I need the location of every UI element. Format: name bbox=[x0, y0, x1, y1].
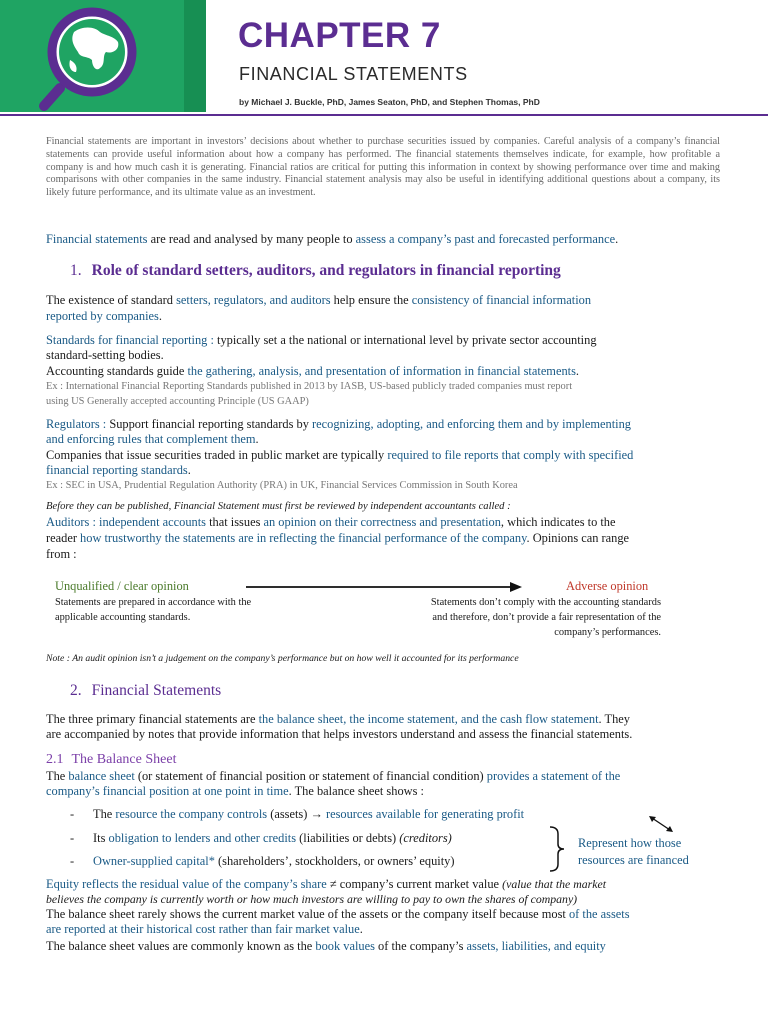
bullet-liabilities bbox=[70, 831, 590, 847]
section-1-title: Role of standard setters, auditors, and regulators in financial reporting bbox=[91, 262, 561, 279]
text: Companies that issue securities traded in public market are typically bbox=[46, 448, 388, 462]
globe-magnifier-logo-icon bbox=[36, 2, 146, 112]
highlight: of the assets bbox=[568, 907, 630, 921]
text: (or statement of financial position or statement of financial condition) bbox=[134, 769, 487, 783]
text: that issues bbox=[206, 515, 264, 529]
lead-sentence bbox=[46, 232, 618, 247]
chapter-header bbox=[0, 0, 768, 116]
text: , which indicates to the bbox=[500, 515, 616, 529]
bullet-equity-text bbox=[93, 854, 455, 869]
auditors-line-3: from : bbox=[46, 547, 77, 561]
section-2-heading bbox=[70, 682, 221, 700]
text: Support financial reporting standards by bbox=[109, 417, 313, 431]
lead-term: Financial statements bbox=[46, 232, 148, 246]
auditors-line-2 bbox=[46, 531, 629, 546]
section-2-number: 2. bbox=[70, 682, 82, 699]
text: The bbox=[46, 769, 69, 783]
opinion-unqualified-desc-1: Statements are prepared in accordance with the bbox=[55, 597, 252, 608]
balance-sheet-line-1 bbox=[46, 769, 620, 784]
text: . bbox=[575, 364, 580, 378]
opinion-unqualified-desc-2: applicable accounting standards. bbox=[55, 612, 191, 623]
text: . They bbox=[598, 712, 630, 726]
highlight: reported by companies bbox=[46, 309, 159, 323]
opinion-range-arrow-icon bbox=[246, 580, 522, 594]
text: help ensure the bbox=[330, 293, 412, 307]
opinion-adverse-desc-1: Statements don’t comply with the accounting standards bbox=[430, 597, 661, 608]
s2-para-1 bbox=[46, 712, 630, 727]
regulators-line-3 bbox=[46, 448, 633, 463]
intro-paragraph: Financial statements are important in investors’ decisions about whether to purchase securities issued by companies. Careful analysis of a company’s financial statements can provide useful information about how a company has performed. The financial statements themselves indicate, for example, how profitable a company is and how much cash it is generating. Financial ratios are critical for putting this information in context by showing performance over time and making comparisons with other companies in the same industry. Financial statement analysis may also be useful in identifying additional questions about a company, its likely future performance, and its ultimate value as an investment. bbox=[46, 136, 720, 199]
text: (assets) bbox=[267, 807, 311, 821]
text: . The balance sheet shows : bbox=[288, 784, 424, 798]
highlight: the gathering, analysis, and presentation of information in financial statements bbox=[187, 364, 576, 378]
highlight: provides a statement of the bbox=[486, 769, 621, 783]
text: . bbox=[158, 309, 162, 323]
text: The balance sheet rarely shows the current market value of the assets or the company itself because most bbox=[46, 907, 569, 921]
header-green-stripe bbox=[184, 0, 206, 112]
highlight: obligation to lenders and other credits bbox=[108, 831, 297, 845]
regulators-line-1 bbox=[46, 417, 631, 432]
highlight: financial reporting standards bbox=[46, 463, 188, 477]
book-values-line bbox=[46, 939, 606, 954]
bullet-dash: - bbox=[70, 831, 75, 845]
section-1-heading bbox=[70, 262, 561, 280]
text: The balance sheet values are commonly known as the bbox=[46, 939, 316, 953]
highlight: resources available for generating profit bbox=[322, 807, 525, 821]
s1-para-1 bbox=[46, 293, 591, 308]
lead-highlight: assess a company’s past and forecasted performance bbox=[355, 232, 616, 246]
equity-line-2: believes the company is currently worth or how much investors are willing to pay to own the shares of company) bbox=[46, 892, 578, 906]
lead-end: . bbox=[615, 232, 619, 246]
bullet-assets bbox=[70, 807, 590, 823]
highlight: balance sheet bbox=[68, 769, 135, 783]
section-1-number: 1. bbox=[70, 262, 82, 279]
subsection-number: 2.1 bbox=[46, 752, 64, 767]
regulators-term: Regulators : bbox=[46, 417, 110, 431]
highlight: an opinion on their correctness and presentation bbox=[263, 515, 501, 529]
text: . bbox=[187, 463, 191, 477]
standards-line-1 bbox=[46, 333, 597, 348]
double-arrow-icon bbox=[648, 815, 674, 833]
chapter-subtitle: FINANCIAL STATEMENTS bbox=[239, 64, 468, 84]
highlight: recognizing, adopting, and enforcing them and by implementing bbox=[312, 417, 631, 431]
bullet-dash: - bbox=[70, 807, 75, 821]
auditors-intro-note: Before they can be published, Financial Statement must first be reviewed by independent accountants called : bbox=[46, 501, 511, 512]
right-brace-icon bbox=[548, 826, 566, 872]
highlight: resource the company controls bbox=[115, 807, 268, 821]
text: of the company’s bbox=[374, 939, 467, 953]
s1-para-1b bbox=[46, 309, 162, 324]
highlight: the balance sheet, the income statement, and the cash flow statement bbox=[258, 712, 599, 726]
s2-para-1b: are accompanied by notes that provide information that helps investors understand and assess the financial statements. bbox=[46, 727, 633, 741]
regulators-example: Ex : SEC in USA, Prudential Regulation Authority (PRA) in UK, Financial Services Commission in South Korea bbox=[46, 480, 518, 491]
text: (shareholders’, stockholders, or owners’ equity) bbox=[214, 854, 455, 868]
bullet-dash: - bbox=[70, 854, 75, 868]
authors-line: by Michael J. Buckle, PhD, James Seaton, PhD, and Stephen Thomas, PhD bbox=[239, 97, 540, 107]
auditors-line-1 bbox=[46, 515, 616, 530]
text: typically set a the national or international level by private sector accounting bbox=[217, 333, 597, 347]
highlight: setters, regulators, and auditors bbox=[176, 293, 331, 307]
text: Accounting standards guide bbox=[46, 364, 188, 378]
audit-opinion-note: Note : An audit opinion isn’t a judgement on the company’s performance but on how well it accounted for its performance bbox=[46, 653, 519, 664]
subsection-title: The Balance Sheet bbox=[71, 752, 177, 767]
text: . Opinions can range bbox=[526, 531, 630, 545]
header-rule bbox=[0, 114, 768, 116]
opinion-adverse: Adverse opinion bbox=[566, 579, 649, 593]
text: company’s current market value bbox=[339, 877, 503, 891]
bullet-equity bbox=[70, 854, 590, 870]
text: . bbox=[255, 432, 259, 446]
text: Its bbox=[93, 831, 109, 845]
subsection-2-1-heading bbox=[46, 750, 176, 768]
highlight: assets, liabilities, and equity bbox=[466, 939, 606, 953]
bracket-note-1: Represent how those bbox=[578, 836, 682, 850]
bullet-assets-text bbox=[93, 807, 524, 822]
highlight: Equity reflects the residual value of the company’s share bbox=[46, 877, 327, 891]
highlight: Owner-supplied capital* bbox=[93, 854, 215, 868]
section-2-title: Financial Statements bbox=[91, 682, 222, 699]
text: The bbox=[93, 807, 116, 821]
highlight: required to file reports that comply with specified bbox=[387, 448, 634, 462]
balance-sheet-line-2 bbox=[46, 784, 424, 799]
chapter-title: CHAPTER 7 bbox=[238, 16, 441, 55]
highlight: book values bbox=[315, 939, 375, 953]
regulators-line-4 bbox=[46, 463, 191, 478]
highlight: are reported at their historical cost rather than fair market value bbox=[46, 922, 360, 936]
not-equal-icon: ≠ bbox=[326, 877, 340, 891]
regulators-line-2 bbox=[46, 432, 259, 447]
text: The three primary financial statements are bbox=[46, 712, 259, 726]
bullet-liabilities-text bbox=[93, 831, 452, 846]
opinion-adverse-desc-2: and therefore, don’t provide a fair representation of the bbox=[432, 612, 661, 623]
standards-term: Standards for financial reporting : bbox=[46, 333, 218, 347]
market-value-note: (value that the market bbox=[502, 877, 607, 891]
standards-example-2: using US Generally accepted accounting Principle (US GAAP) bbox=[46, 396, 309, 407]
highlight: consistency of financial information bbox=[411, 293, 592, 307]
equity-line-4 bbox=[46, 922, 363, 937]
text: . bbox=[359, 922, 363, 936]
text: The existence of standard bbox=[46, 293, 177, 307]
highlight: and enforcing rules that complement them bbox=[46, 432, 256, 446]
creditors-note: (creditors) bbox=[399, 831, 452, 845]
standards-example-1: Ex : International Financial Reporting Standards published in 2013 by IASB, US-based publicly traded companies must report bbox=[46, 381, 573, 392]
standards-line-2: standard-setting bodies. bbox=[46, 348, 164, 362]
lead-text: are read and analysed by many people to bbox=[147, 232, 356, 246]
bracket-note-2: resources are financed bbox=[578, 853, 689, 867]
opinion-adverse-desc-3: company’s performances. bbox=[554, 627, 661, 638]
right-arrow-icon: → bbox=[310, 807, 323, 821]
highlight: how trustworthy the statements are in reflecting the financial performance of the company bbox=[80, 531, 527, 545]
equity-line-1 bbox=[46, 877, 606, 892]
standards-line-3 bbox=[46, 364, 579, 379]
highlight: company’s financial position at one point in time bbox=[46, 784, 289, 798]
text: (liabilities or debts) bbox=[296, 831, 400, 845]
equity-line-3 bbox=[46, 907, 630, 922]
text: reader bbox=[46, 531, 81, 545]
auditors-term: Auditors : independent accounts bbox=[46, 515, 207, 529]
opinion-unqualified: Unqualified / clear opinion bbox=[55, 579, 189, 593]
